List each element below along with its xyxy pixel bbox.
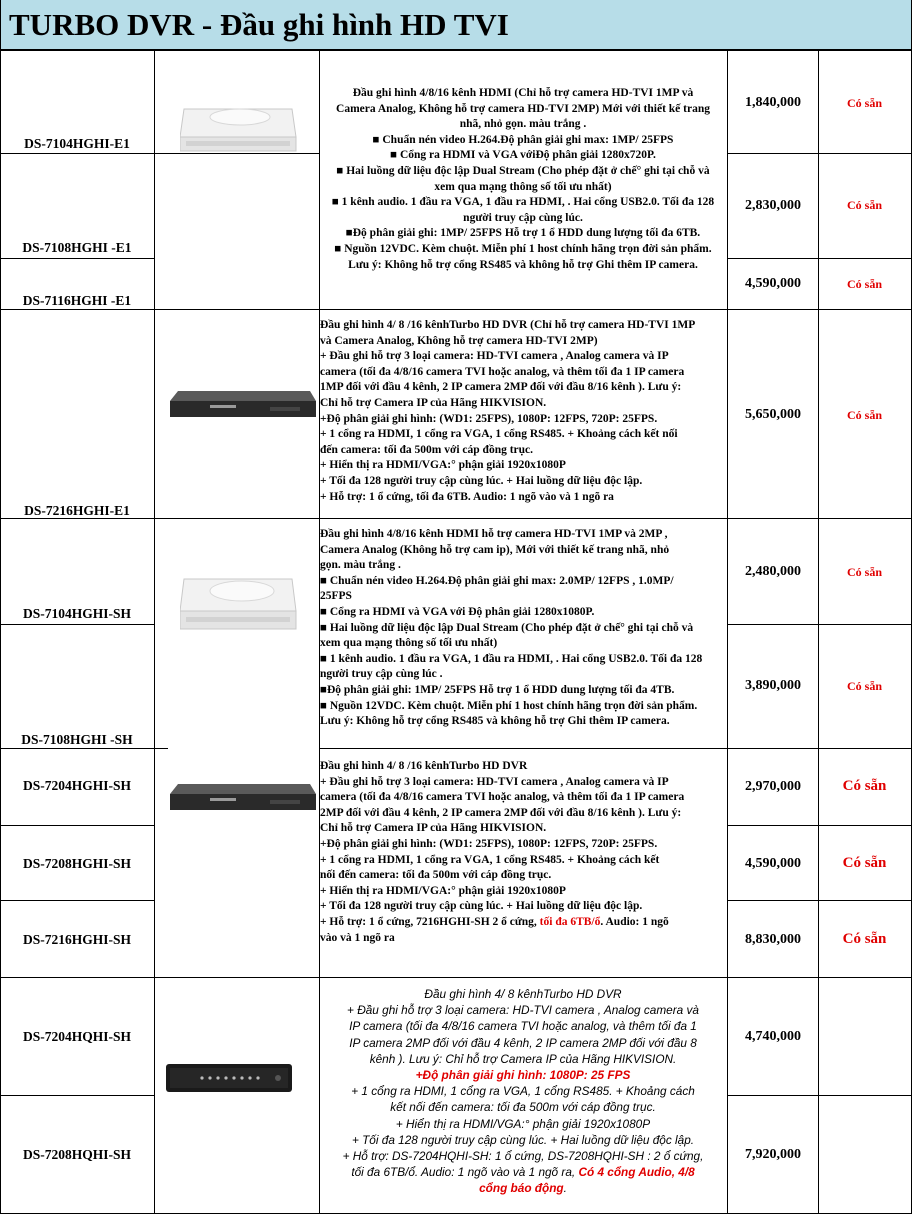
model-name: DS-7108HGHI -SH — [21, 732, 133, 747]
desc-line: IP camera 2MP đối với đầu 4 kênh, 2 IP camera 2MP đối với đầu 8 — [349, 1035, 697, 1050]
desc-line: đến camera: tối đa 500m với cáp đồng trục. — [320, 443, 534, 456]
white-dvr-image — [180, 95, 298, 160]
model-name: DS-7208HQHI-SH — [22, 1147, 131, 1162]
desc-line: +Độ phân giải ghi hình: (WD1: 25FPS), 1080P: 12FPS, 720P: 25FPS. — [320, 412, 658, 425]
desc-line: + Đầu ghi hỗ trợ 3 loại camera: HD-TVI camera , Analog camera và IP — [320, 775, 669, 788]
desc-line: + 1 cổng ra HDMI, 1 cổng ra VGA, 1 cổng RS485. + Khoảng cách kết nối — [320, 428, 678, 441]
stock-status: Có sẵn — [842, 778, 887, 794]
description-e1 — [320, 86, 726, 273]
desc-line: ■ Chuẩn nén video H.264.Độ phân giải ghi max: 2.0MP/ 12FPS , 1.0MP/ — [320, 574, 674, 587]
desc-line: ■ 1 kênh audio. 1 đầu ra VGA, 1 đầu ra HDMI, . Hai cổng USB2.0. Tối đa 128 — [331, 196, 715, 209]
stock-status: Có sẵn — [846, 277, 882, 291]
desc-line: Đầu ghi hình 4/8/16 kênh HDMI (Chỉ hỗ trợ camera HD-TVI 1MP và — [352, 87, 694, 99]
model-name: DS-7204HGHI-SH — [22, 778, 131, 793]
desc-line: . Audio: 1 ngõ — [600, 915, 669, 928]
desc-line: ■ Cổng ra HDMI và VGA vớiĐộ phân giải 1280x720P. — [390, 149, 656, 162]
desc-line: Lưu ý: Không hỗ trợ cổng RS485 và không hỗ trợ Ghi thêm IP camera. — [348, 258, 698, 271]
desc-line: kênh ). Lưu ý: Chỉ hỗ trợ Camera IP của Hãng HIKVISION. — [369, 1051, 677, 1066]
price: 4,740,000 — [745, 1029, 801, 1044]
price: 4,590,000 — [745, 856, 801, 871]
black-dvr-image — [170, 778, 316, 823]
desc-line: Chỉ hỗ trợ Camera IP của Hãng HIKVISION. — [320, 396, 547, 409]
stock-status: Có sẵn — [842, 931, 887, 947]
desc-line: nhã, nhỏ gọn. màu trắng . — [459, 118, 587, 131]
desc-line: ■Độ phân giải ghi: 1MP/ 25FPS Hỗ trợ 1 ổ HDD dung lượng tối đa 4TB. — [320, 683, 675, 696]
desc-highlight: +Độ phân giải ghi hình: 1080P: 25 FPS — [415, 1068, 631, 1083]
stock-status: Có sẵn — [846, 408, 882, 422]
stock-status: Có sẵn — [846, 565, 882, 579]
stock-status: Có sẵn — [846, 679, 882, 693]
desc-line: Đầu ghi hình 4/ 8 /16 kênhTurbo HD DVR (Chỉ hỗ trợ camera HD-TVI 1MP — [320, 319, 696, 331]
desc-line: camera (tối đa 4/8/16 camera TVI hoặc analog, và thêm tối đa 1 IP camera — [320, 365, 685, 378]
desc-line: +Độ phân giải ghi hình: (WD1: 25FPS), 1080P: 12FPS, 720P: 25FPS. — [320, 837, 658, 850]
price: 3,890,000 — [745, 678, 801, 693]
description-hqhi — [320, 986, 726, 1197]
model-name: DS-7104HGHI-SH — [22, 606, 131, 621]
price: 7,920,000 — [745, 1147, 801, 1162]
price: 1,840,000 — [745, 95, 801, 110]
model-name: DS-7208HGHI-SH — [22, 856, 131, 871]
desc-line: + Hiển thị ra HDMI/VGA:° phận giải 1920x1080P — [320, 884, 566, 897]
desc-line: người truy cập cùng lúc . — [320, 668, 443, 681]
desc-line: xem qua mạng thông số tối ưu nhất) — [434, 180, 612, 193]
page-title: TURBO DVR - Đầu ghi hình HD TVI — [0, 0, 912, 50]
desc-line: + Đầu ghi hỗ trợ 3 loại camera: HD-TVI camera , Analog camera và IP — [320, 350, 669, 363]
description-e1-7216 — [320, 318, 726, 505]
black-dvr-image — [170, 385, 316, 430]
stock-status: Có sẵn — [842, 855, 887, 871]
model-name: DS-7104HGHI-E1 — [24, 136, 130, 151]
desc-line: Camera Analog (Không hỗ trợ cam ip), Mới với thiết kế trang nhã, nhỏ — [320, 543, 670, 556]
desc-line: . — [563, 1181, 567, 1196]
model-name: DS-7116HGHI -E1 — [22, 293, 132, 308]
desc-line: nối đến camera: tối đa 500m với cáp đồng trục. — [320, 869, 552, 882]
desc-highlight: Có 4 cổng Audio, 4/8 — [578, 1165, 695, 1180]
model-name: DS-7108HGHI -E1 — [22, 240, 132, 255]
desc-line: + Hỗ trợ: 1 ổ cứng, 7216HGHI-SH 2 ổ cứng, — [320, 915, 540, 928]
desc-line: + Đầu ghi hỗ trợ 3 loại camera: HD-TVI camera , Analog camera và — [347, 1003, 699, 1018]
stock-status: Có sẵn — [846, 198, 882, 212]
desc-line: + Hỗ trợ: DS-7204HQHI-SH: 1 ổ cứng, DS-7208HQHI-SH : 2 ổ cứng, — [342, 1149, 704, 1164]
price: 8,830,000 — [745, 932, 801, 947]
black-dvr-image — [166, 1062, 292, 1101]
price: 2,480,000 — [745, 564, 801, 579]
desc-line: Camera Analog, Không hỗ trợ camera HD-TVI 2MP) Mới với thiết kế trang — [336, 102, 710, 115]
description-sh-72xx — [320, 759, 726, 946]
price: 2,830,000 — [745, 198, 801, 213]
model-name: DS-7204HQHI-SH — [22, 1029, 131, 1044]
desc-line: ■ Chuẩn nén video H.264.Độ phân giải ghi max: 1MP/ 25FPS — [372, 133, 674, 146]
desc-line: gọn. màu trắng . — [320, 559, 401, 572]
desc-line: xem qua mạng thông số tối ưu nhất) — [320, 637, 498, 650]
desc-line: tối đa 6TB/ổ. Audio: 1 ngõ vào và 1 ngõ ra, — [351, 1165, 579, 1180]
model-name: DS-7216HGHI-SH — [22, 932, 131, 947]
desc-line: Đầu ghi hình 4/8/16 kênh HDMI hỗ trợ camera HD-TVI 1MP và 2MP , — [320, 528, 668, 540]
desc-line: + 1 cổng ra HDMI, 1 cổng ra VGA, 1 cổng RS485. + Khoảng cách — [351, 1084, 695, 1099]
desc-line: 1MP đối với đầu 4 kênh, 2 IP camera 2MP đối với đầu 8/16 kênh ). Lưu ý: — [320, 381, 682, 394]
desc-line: ■ Nguồn 12VDC. Kèm chuột. Miễn phí 1 host chính hãng trọn đời sản phẩm. — [320, 699, 698, 712]
desc-line: + 1 cổng ra HDMI, 1 cổng ra VGA, 1 cổng RS485. + Khoảng cách kết — [320, 853, 660, 866]
desc-line: vào và 1 ngõ ra — [320, 931, 395, 944]
desc-line: ■ Cổng ra HDMI và VGA với Độ phân giải 1280x1080P. — [320, 605, 595, 618]
desc-line: ■Độ phân giải ghi: 1MP/ 25FPS Hỗ trợ 1 ổ HDD dung lượng tối đa 6TB. — [345, 227, 701, 240]
desc-line: và Camera Analog, Không hỗ trợ camera HD-TVI 2MP) — [320, 334, 598, 347]
desc-line: camera (tối đa 4/8/16 camera TVI hoặc analog, và thêm tối đa 1 IP camera — [320, 791, 685, 804]
desc-line: + Tối đa 128 người truy cập cùng lúc. + Hai luồng dữ liệu độc lập. — [320, 474, 643, 487]
desc-highlight: cổng báo động — [479, 1181, 564, 1196]
description-sh-71xx — [320, 527, 726, 730]
desc-line: 2MP đối với đầu 4 kênh, 2 IP camera 2MP đối với đầu 8/16 kênh ). Lưu ý: — [320, 806, 682, 819]
desc-highlight: tối đa 6TB/ổ — [539, 915, 601, 928]
desc-line: người truy cập cùng lúc. — [463, 211, 583, 224]
desc-line: kết nối đến camera: tối đa 500m với cáp đồng trục. — [390, 1100, 656, 1115]
desc-line: ■ Hai luồng dữ liệu độc lập Dual Stream (Cho phép đặt ở chế° ghi tại chỗ và — [320, 621, 694, 634]
desc-line: + Tối đa 128 người truy cập cùng lúc. + Hai luồng dữ liệu độc lập. — [320, 900, 643, 913]
stock-status: Có sẵn — [846, 96, 882, 110]
price: 5,650,000 — [745, 407, 801, 422]
desc-line: + Hiển thị ra HDMI/VGA:° phận giải 1920x1080P — [395, 1116, 651, 1131]
model-name: DS-7216HGHI-E1 — [24, 503, 130, 518]
desc-line: ■ 1 kênh audio. 1 đầu ra VGA, 1 đầu ra HDMI, . Hai cổng USB2.0. Tối đa 128 — [320, 652, 703, 665]
desc-line: Chỉ hỗ trợ Camera IP của Hãng HIKVISION. — [320, 822, 547, 835]
desc-line: Đầu ghi hình 4/ 8 kênhTurbo HD DVR — [424, 987, 622, 1001]
desc-line: ■ Hai luồng dữ liệu độc lập Dual Stream (Cho phép đặt ở chế° ghi tại chỗ và — [336, 164, 710, 177]
desc-line: 25FPS — [320, 590, 352, 603]
desc-line: ■ Nguồn 12VDC. Kèm chuột. Miễn phí 1 host chính hãng trọn đời sản phẩm. — [334, 242, 712, 255]
desc-line: Đầu ghi hình 4/ 8 /16 kênhTurbo HD DVR — [320, 760, 528, 772]
desc-line: + Hiển thị ra HDMI/VGA:° phận giải 1920x1080P — [320, 459, 566, 472]
price: 4,590,000 — [745, 276, 801, 291]
desc-line: + Hỗ trợ: 1 ổ cứng, tối đa 6TB. Audio: 1 ngõ vào và 1 ngõ ra — [320, 490, 614, 503]
desc-line: + Tối đa 128 người truy cập cùng lúc. + Hai luồng dữ liệu độc lập. — [351, 1132, 695, 1147]
price: 2,970,000 — [745, 779, 801, 794]
desc-line: IP camera (tối đa 4/8/16 camera TVI hoặc analog, và thêm tối đa 1 — [349, 1019, 697, 1034]
white-dvr-image — [180, 565, 298, 640]
desc-line: Lưu ý: Không hỗ trợ cổng RS485 và không hỗ trợ Ghi thêm IP camera. — [320, 715, 670, 728]
